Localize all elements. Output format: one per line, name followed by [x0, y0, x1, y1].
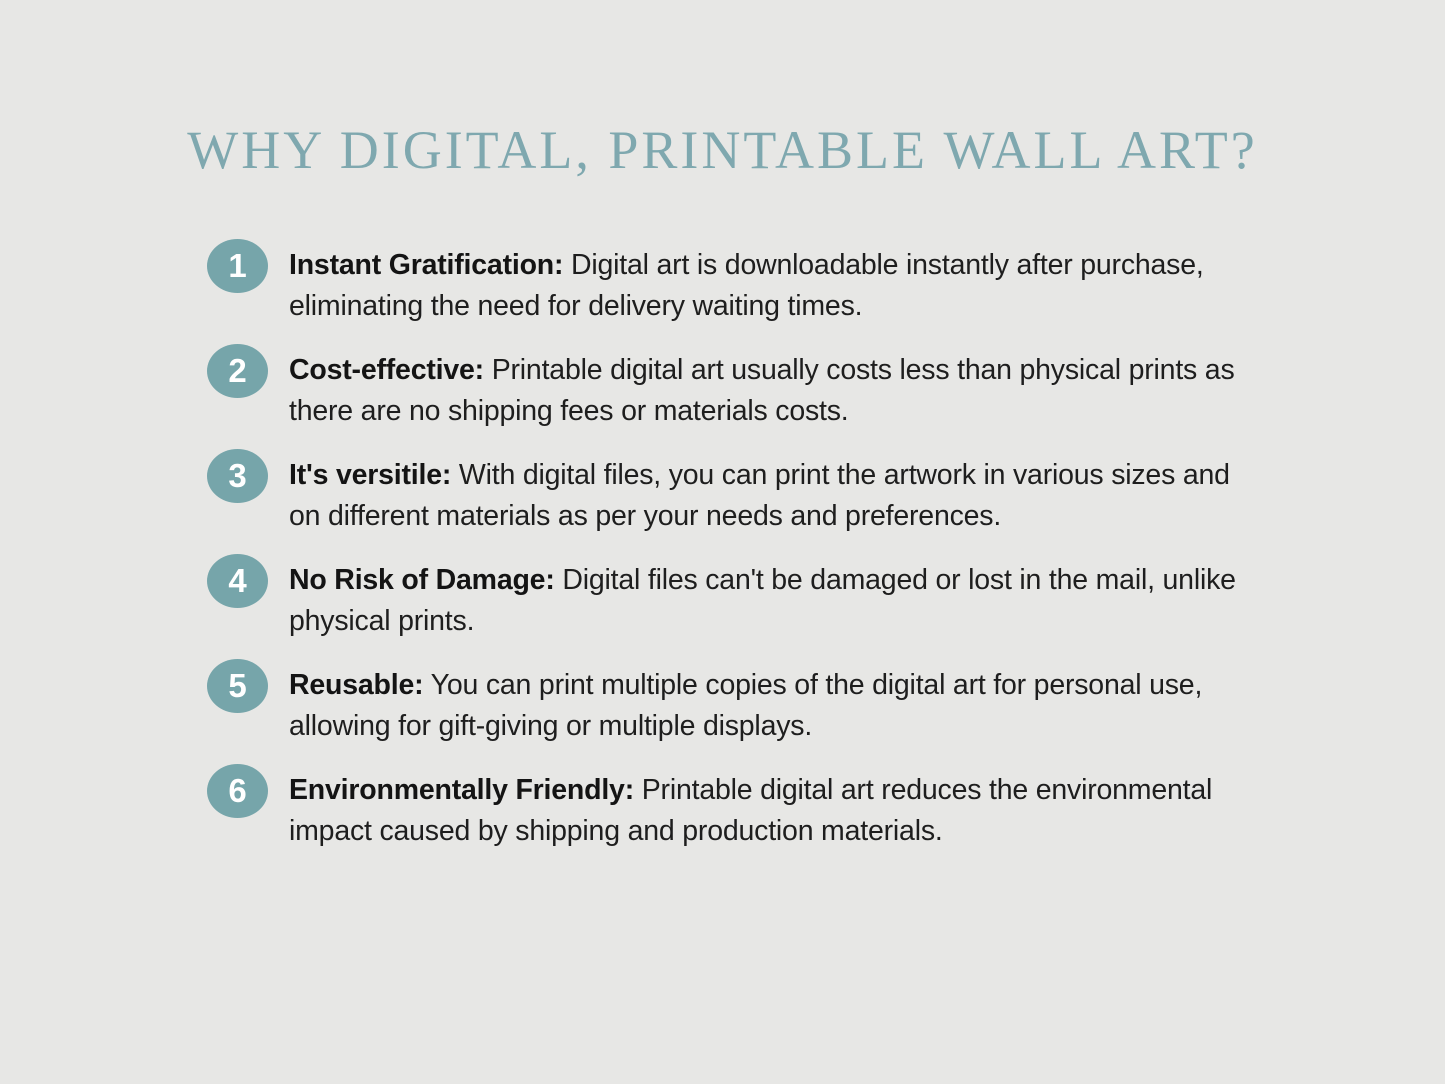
- item-text: [289, 350, 1249, 432]
- number-badge: 6: [207, 764, 268, 818]
- number-badge: 4: [207, 554, 268, 608]
- item-description: You can print multiple copies of the digital art for personal use, allowing for gift-giving or multiple displays.: [289, 668, 1203, 742]
- item-text: [289, 770, 1249, 852]
- list-item: [207, 560, 1252, 642]
- item-text: [289, 455, 1249, 537]
- list-item: [207, 770, 1252, 852]
- item-text: [289, 245, 1249, 327]
- number-badge: 1: [207, 239, 268, 293]
- list-item: [207, 245, 1252, 327]
- item-label: Cost-effective:: [289, 353, 484, 386]
- number-badge: 5: [207, 659, 268, 713]
- item-description: With digital files, you can print the artwork in various sizes and on different materials as per your needs and preferences.: [289, 458, 1230, 532]
- number-badge: 3: [207, 449, 268, 503]
- item-label: Instant Gratification:: [289, 248, 564, 281]
- item-text: [289, 665, 1249, 747]
- item-description: Digital files can't be damaged or lost in the mail, unlike physical prints.: [289, 563, 1236, 637]
- list-item: [207, 665, 1252, 747]
- item-label: No Risk of Damage:: [289, 563, 555, 596]
- list-item: [207, 455, 1252, 537]
- page-title: WHY DIGITAL, PRINTABLE WALL ART?: [187, 120, 1258, 180]
- list-item: [207, 350, 1252, 432]
- number-badge: 2: [207, 344, 268, 398]
- item-label: Environmentally Friendly:: [289, 773, 634, 806]
- item-description: Printable digital art reduces the environmental impact caused by shipping and production materials.: [289, 773, 1213, 847]
- benefits-list: [207, 245, 1252, 852]
- item-label: It's versitile:: [289, 458, 452, 491]
- item-description: Digital art is downloadable instantly after purchase, eliminating the need for delivery waiting times.: [289, 248, 1204, 322]
- item-label: Reusable:: [289, 668, 424, 701]
- item-description: Printable digital art usually costs less than physical prints as there are no shipping fees or materials costs.: [289, 353, 1235, 427]
- item-text: [289, 560, 1249, 642]
